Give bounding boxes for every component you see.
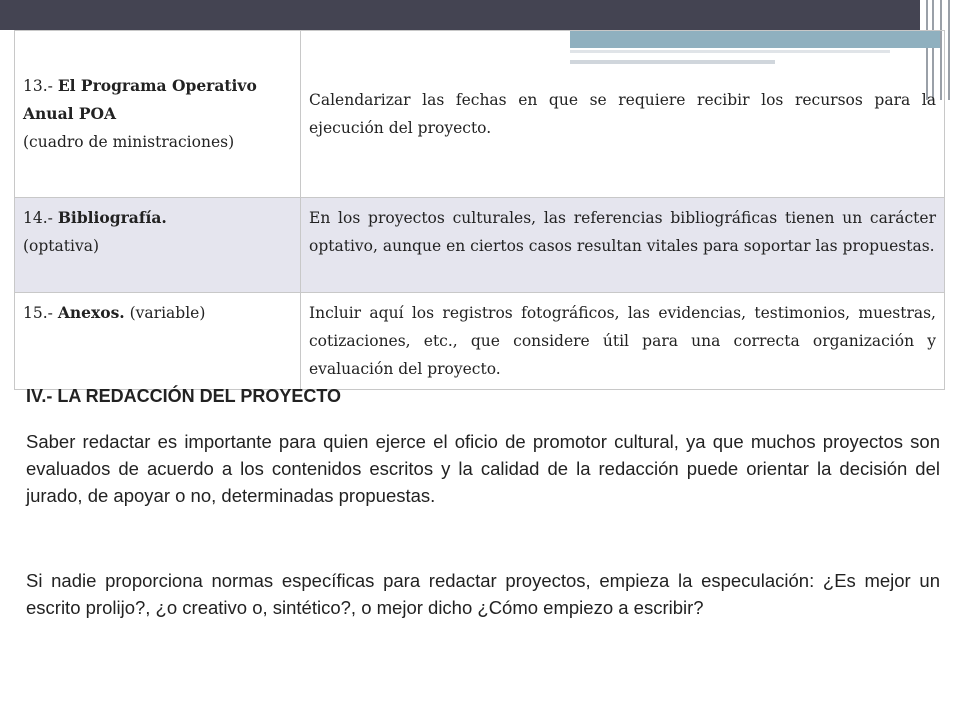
section-description: Calendarizar las fechas en que se requiere recibir los recursos para la ejecución del proyecto. xyxy=(301,31,945,198)
section-number: 14.- xyxy=(23,209,53,227)
table-row xyxy=(15,293,945,390)
section-description: Incluir aquí los registros fotográficos, las evidencias, testimonios, muestras, cotizaciones, etc., que considere útil para una correcta organización y evaluación del proyecto. xyxy=(301,293,945,390)
section-title: Anexos. xyxy=(57,303,125,322)
section-number: 13.- xyxy=(23,77,53,95)
corner-line xyxy=(948,0,950,100)
table-row xyxy=(15,198,945,293)
section-description: En los proyectos culturales, las referencias bibliográficas tienen un carácter optativo, aunque en ciertos casos resultan vitales para soportar las propuestas. xyxy=(301,198,945,293)
paragraph-2: Si nadie proporciona normas específicas para redactar proyectos, empieza la especulación: ¿Es mejor un escrito prolijo?, ¿o creativo o, sintético?, o mejor dicho ¿Cómo empiezo a escribir? xyxy=(26,570,940,618)
section-number: 15.- xyxy=(23,304,53,322)
paragraph-1: Saber redactar es importante para quien ejerce el oficio de promotor cultural, ya que muchos proyectos son evaluados de acuerdo a los contenidos escritos y la calidad de la redacción puede orientar la decisión del jurado, de apoyar o no, determinadas propuestas. xyxy=(26,431,940,506)
slide-top-bar xyxy=(0,0,960,30)
project-sections-table xyxy=(14,30,945,390)
section-title: Bibliografía. xyxy=(57,208,167,227)
section-label-cell xyxy=(15,31,301,198)
table-row xyxy=(15,31,945,198)
section-title: El Programa Operativo Anual POA xyxy=(23,76,257,123)
section-note: (optativa) xyxy=(23,237,100,255)
section-note: (cuadro de ministraciones) xyxy=(23,133,235,151)
section-note: (variable) xyxy=(129,304,206,322)
section-heading: IV.- LA REDACCIÓN DEL PROYECTO xyxy=(26,386,342,406)
section-label-cell xyxy=(15,293,301,390)
section-label-cell xyxy=(15,198,301,293)
